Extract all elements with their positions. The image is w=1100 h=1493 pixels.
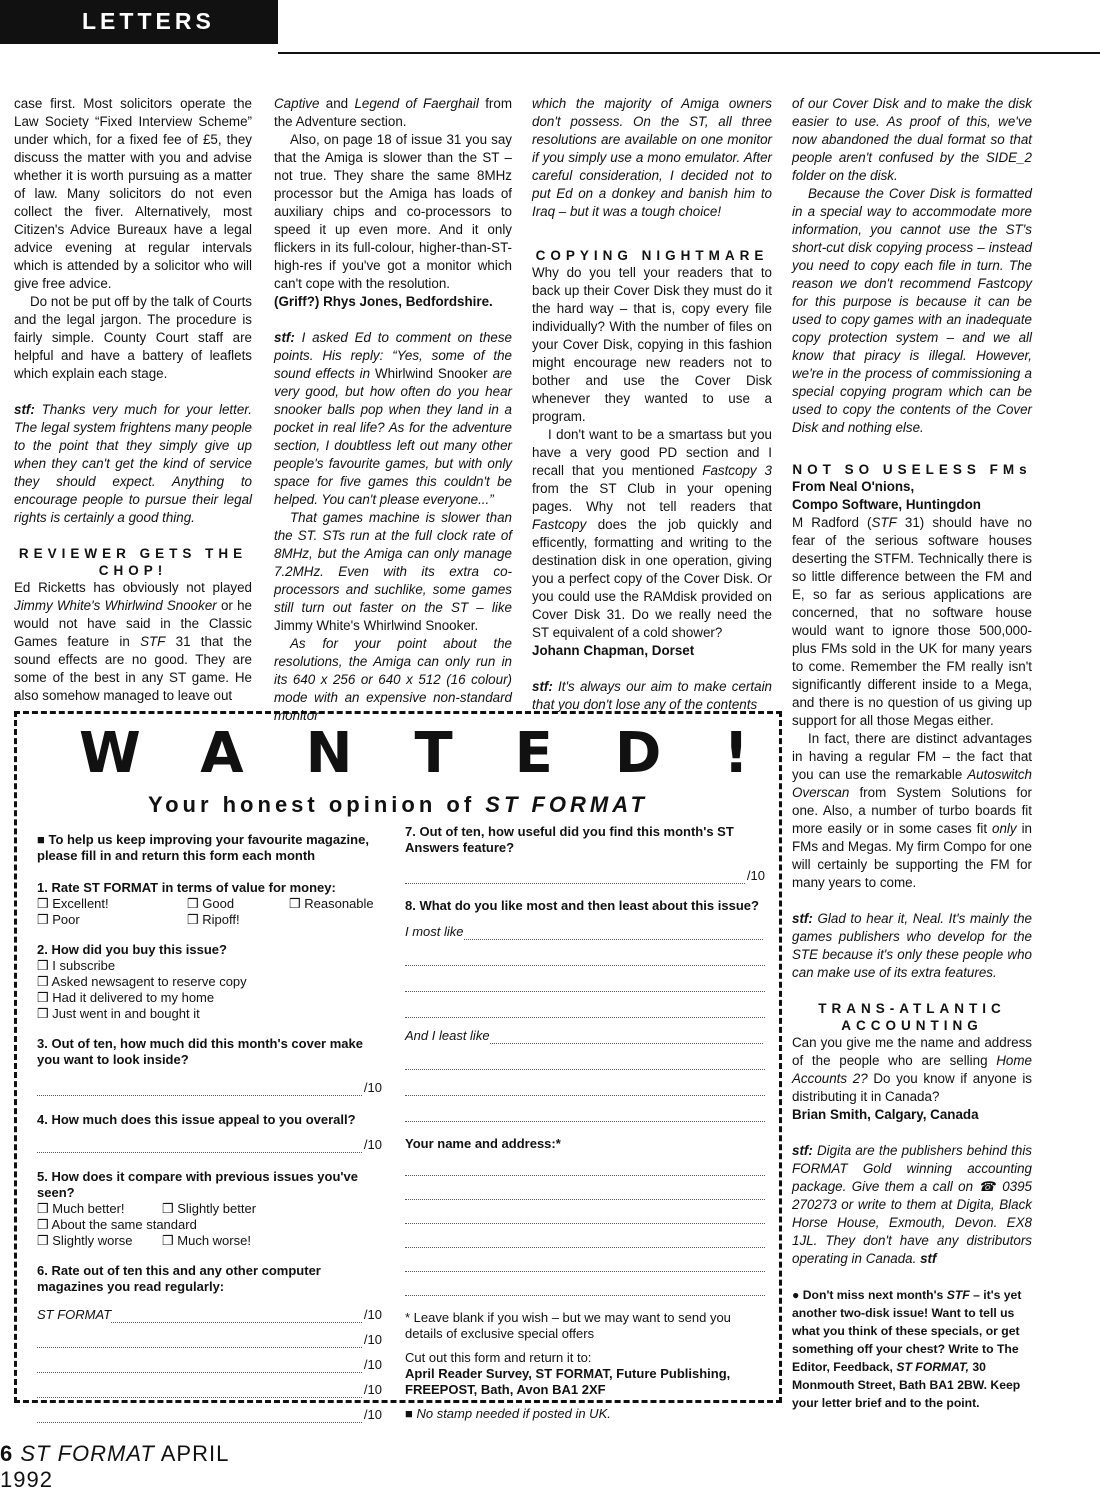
letter-paragraph: In fact, there are distinct advantages in having a regular FM – the fact that you can use the remarkable Autoswitch Overscan from System Solutions for one. Also, a number of turbo boards fit more easily or in some cases fit only in FMs and Megas. My firm Compo for one will certainly be supporting the FM for many years to come.: [792, 731, 1032, 890]
name-address-label: Your name and address:*: [405, 1136, 561, 1151]
stf-reply: stf: It's always our aim to make certain that you don't lose any of the contents: [532, 679, 772, 712]
answer-line[interactable]: /10: [37, 1382, 382, 1398]
checkbox-reasonable[interactable]: ❒ Reasonable: [289, 896, 374, 911]
letter-paragraph: Can you give me the name and address of the people who are selling Home Accounts 2? Do you know if anyone is distributing it in Canada?: [792, 1035, 1032, 1104]
letter-paragraph: Why do you tell your readers that to back up their Cover Disk they must do it the hard way – that is, copy every file individually? With the number of files on your Cover Disk, copying in this fashion might encourage new readers not to bother and use the Cover Disk whenever they wanted to use a program.: [532, 265, 772, 424]
form-address: April Reader Survey, ST FORMAT, Future Publishing,: [405, 1366, 731, 1381]
stf-reply: That games machine is slower than the ST. STs run at the full clock rate of 8MHz, but the Amiga can only manage 7.2MHz. Even with its extra co-processors and suchlike, some games still turn out faster on the ST – like Jimmy White's Whirlwind Snooker.: [274, 510, 512, 633]
question-6: 6. Rate out of ten this and any other computer magazines you read regularly:: [37, 1263, 321, 1294]
question-7: 7. Out of ten, how useful did you find this month's ST Answers feature?: [405, 824, 734, 855]
letter-paragraph: Do not be put off by the talk of Courts and the legal jargon. The procedure is fairly simple. County Court staff are helpful and have a battery of leaflets which explain each stage.: [14, 294, 252, 381]
answer-line[interactable]: /10: [37, 1407, 382, 1423]
column-1: [14, 95, 252, 705]
address-line[interactable]: [405, 1280, 765, 1296]
checkbox-excellent[interactable]: ❒ Excellent!: [37, 896, 109, 911]
letter-heading: TRANS-ATLANTIC ACCOUNTING: [818, 1001, 1006, 1033]
letter-paragraph: case first. Most solicitors operate the Law Society “Fixed Interview Scheme” under which, for a fixed fee of £5, they discuss the matter with you and advise whether it is worth pursuing as a matter of law. Many solicitors do not even collect the fiver. Alternatively, most Citizen's Advice Bureaux have a legal advice evening at regular intervals which is attended by a solicitor who will give free advice.: [14, 96, 252, 291]
answer-line[interactable]: [405, 976, 765, 992]
checkbox-bought[interactable]: ❒ Just went in and bought it: [37, 1006, 200, 1021]
letter-heading: REVIEWER GETS THE CHOP!: [18, 546, 248, 578]
letter-paragraph: I don't want to be a smartass but you have a very good PD section and I recall that you mentioned Fastcopy 3 from the ST Club in your opening pages. Why not tell readers that Fastcopy does the job quickly and efficently, formatting and writing to the destination disk in one operation, giving you a perfect copy of the Cover Disk. Or you could use the RAMdisk provided on Cover Disk 31. Do we really need the ST equivalent of a cold shower?: [532, 427, 772, 640]
stf-reply: stf: Glad to hear it, Neal. It's mainly the games publishers who develop for the STE because it's only these people who can make use of its extra features.: [792, 911, 1032, 980]
answer-line[interactable]: [405, 1002, 765, 1018]
question-8: 8. What do you like most and then least about this issue?: [405, 898, 759, 913]
letter-heading: COPYING NIGHTMARE: [535, 248, 769, 263]
checkbox-slightly-worse[interactable]: ❒ Slightly worse: [37, 1233, 133, 1248]
checkbox-much-better[interactable]: ❒ Much better!: [37, 1201, 125, 1216]
letter-paragraph: Ed Ricketts has obviously not played Jimmy White's Whirlwind Snooker or he would not have said in the Classic Games feature in STF 31 that the sound effects are no good. They are some of the best in any ST game. He also somehow managed to leave out: [14, 580, 252, 703]
checkbox-delivered[interactable]: ❒ Had it delivered to my home: [37, 990, 215, 1005]
checkbox-subscribe[interactable]: ❒ I subscribe: [37, 958, 116, 973]
column-3: [532, 95, 772, 714]
address-line[interactable]: [405, 1232, 765, 1248]
letter-from: From Neal O'nions,: [792, 479, 915, 494]
form-address: FREEPOST, Bath, Avon BA1 2XF: [405, 1382, 606, 1397]
answer-line[interactable]: /10: [37, 1137, 382, 1153]
answer-line[interactable]: /10: [37, 1357, 382, 1373]
stf-reply: of our Cover Disk and to make the disk easier to use. As proof of this, we've now abandoned the dual format so that people aren't confused by the SIDE_2 folder on the disk.: [792, 96, 1032, 183]
magazine-name: ST FORMAT: [20, 1441, 155, 1466]
answer-line[interactable]: /10: [37, 1332, 382, 1348]
form-left: [37, 832, 382, 1423]
checkbox-slightly-better[interactable]: ❒ Slightly better: [162, 1201, 257, 1216]
section-tab: [0, 0, 278, 44]
stf-reply: stf: Thanks very much for your letter. The legal system frightens many people to the point that they simply give up when they can't get the kind of service they should expect. Anything to encourage people to pursue their legal rights is certainly a good thing.: [14, 402, 252, 525]
answer-line[interactable]: [405, 1106, 765, 1122]
stf-reply: stf: I asked Ed to comment on these points. His reply: “Yes, some of the sound effects in Whirlwind Snooker are very good, but how often do you hear snooker balls pop when they land in a pocket in real life? As for the adventure section, I doubtless left out many other people's favourite games, but with only space for five games this couldn't be helped. You can't please everyone...”: [274, 330, 513, 507]
checkbox-ripoff[interactable]: ❒ Ripoff!: [187, 912, 240, 927]
stf-reply: Because the Cover Disk is formatted in a special way to accommodate more information, you cannot use the ST's short-cut disk copying process – instead you need to copy each file in turn. The reason we don't recommend Fastcopy for this purpose is because it can be used to copy games with an inadequate copy protection system – and we all know that piracy is illegal. However, we're in the process of commissioning a special copying program which can be used to copy the contents of the Cover Disk and nothing else.: [792, 186, 1032, 435]
checkbox-much-worse[interactable]: ❒ Much worse!: [162, 1233, 251, 1248]
question-1: 1. Rate ST FORMAT in terms of value for money:: [37, 880, 336, 895]
answer-line[interactable]: /10: [37, 1080, 382, 1096]
address-line[interactable]: [405, 1184, 765, 1200]
survey-form: [14, 711, 811, 1422]
question-5: 5. How does it compare with previous issues you've seen?: [37, 1169, 358, 1200]
answer-line[interactable]: [405, 1054, 765, 1070]
address-line[interactable]: [405, 1208, 765, 1224]
checkbox-good[interactable]: ❒ Good: [187, 896, 235, 911]
checkbox-poor[interactable]: ❒ Poor: [37, 912, 80, 927]
form-subtitle: Your honest opinion of ST FORMAT: [148, 792, 648, 817]
letter-from: Compo Software, Huntingdon: [792, 497, 981, 512]
answer-line[interactable]: [405, 1080, 765, 1096]
stf-reply: stf: Digita are the publishers behind this FORMAT Gold winning accounting package. Give them a call on ☎ 0395 270273 or write to them at Digita, Black Horse House, Exmouth, Devon. EX8 1JL. They don't have any distributors operating in Canada. stf: [792, 1143, 1032, 1266]
letter-paragraph: Also, on page 18 of issue 31 you say that the Amiga is slower than the ST – not true. They share the same 8MHz processor but the Amiga has loads of auxiliary chips and co-processors to speed it up even more. And it only flickers in its full-colour, higher-than-ST-high-res if you've got a monitor which can't cope with the resolution.: [274, 132, 512, 291]
checkbox-reserve[interactable]: ❒ Asked newsagent to reserve copy: [37, 974, 247, 989]
stf-reply: which the majority of Amiga owners don't possess. On the ST, all three resolutions are available on one monitor if you simply use a mono emulator. After careful consideration, I decided not to put Ed on a donkey and banish him to Iraq – but it was a tough choice!: [532, 96, 772, 219]
next-month-box: ● Don't miss next month's STF – it's yet another two-disk issue! Want to tell us what you think of these specials, or get something off your chest? Write to The Editor, Feedback, ST FORMAT, 30 Monmouth Street, Bath BA1 2BW. Keep your letter brief and to the point.: [792, 1288, 1022, 1410]
page-number: 6: [0, 1441, 14, 1466]
letter-signature: (Griff?) Rhys Jones, Bedfordshire.: [274, 294, 493, 309]
column-2: [274, 95, 512, 725]
section-title: LETTERS: [82, 8, 215, 34]
column-4: [792, 95, 1032, 1412]
header-rule: [278, 52, 1100, 54]
form-right: [405, 824, 765, 1422]
page-footer: [0, 1441, 260, 1493]
answer-line[interactable]: [405, 950, 765, 966]
answer-line[interactable]: /10: [405, 868, 765, 884]
letter-signature: Johann Chapman, Dorset: [532, 643, 695, 658]
question-4: 4. How much does this issue appeal to you overall?: [37, 1112, 356, 1127]
address-line[interactable]: [405, 1256, 765, 1272]
question-3: 3. Out of ten, how much did this month's cover make you want to look inside?: [37, 1036, 363, 1067]
form-cut-text: Cut out this form and return it to:: [405, 1350, 592, 1365]
form-stamp-note: ■ No stamp needed if posted in UK.: [405, 1406, 611, 1421]
answer-line[interactable]: I most like: [405, 924, 765, 940]
form-note: * Leave blank if you wish – but we may want to send you details of exclusive special offers: [405, 1310, 731, 1341]
checkbox-same[interactable]: ❒ About the same standard: [37, 1217, 197, 1232]
address-line[interactable]: [405, 1160, 765, 1176]
letter-signature: Brian Smith, Calgary, Canada: [792, 1107, 979, 1122]
question-2: 2. How did you buy this issue?: [37, 942, 227, 957]
letter-paragraph: Captive and Legend of Faerghail from the Adventure section.: [274, 96, 512, 129]
stf-reply: As for your point about the resolutions, the Amiga can only run in its 640 x 256 or 640 x 512 (16 colour) mode with an expensive non-standard monitor: [274, 636, 512, 723]
answer-line[interactable]: ST FORMAT /10: [37, 1307, 382, 1322]
answer-line[interactable]: And I least like: [405, 1028, 765, 1044]
letter-heading: NOT SO USELESS FMs: [792, 462, 1032, 477]
letter-paragraph: M Radford (STF 31) should have no fear of the serious software houses deserting the STFM. Technically there is so little difference between the FM and E, so far as serious applications are concerned, that no software house would want to ignore those 500,000-plus FMs sold in the UK for many years to come. Remember the FM really isn't significantly different inside to a Mega, and there is no question of us giving up support for all those Megas either.: [792, 515, 1032, 728]
form-intro: ■ To help us keep improving your favourite magazine, please fill in and return this form each month: [37, 832, 369, 863]
issue-date: APRIL 1992: [0, 1441, 229, 1492]
form-title: WANTED!: [79, 721, 811, 786]
